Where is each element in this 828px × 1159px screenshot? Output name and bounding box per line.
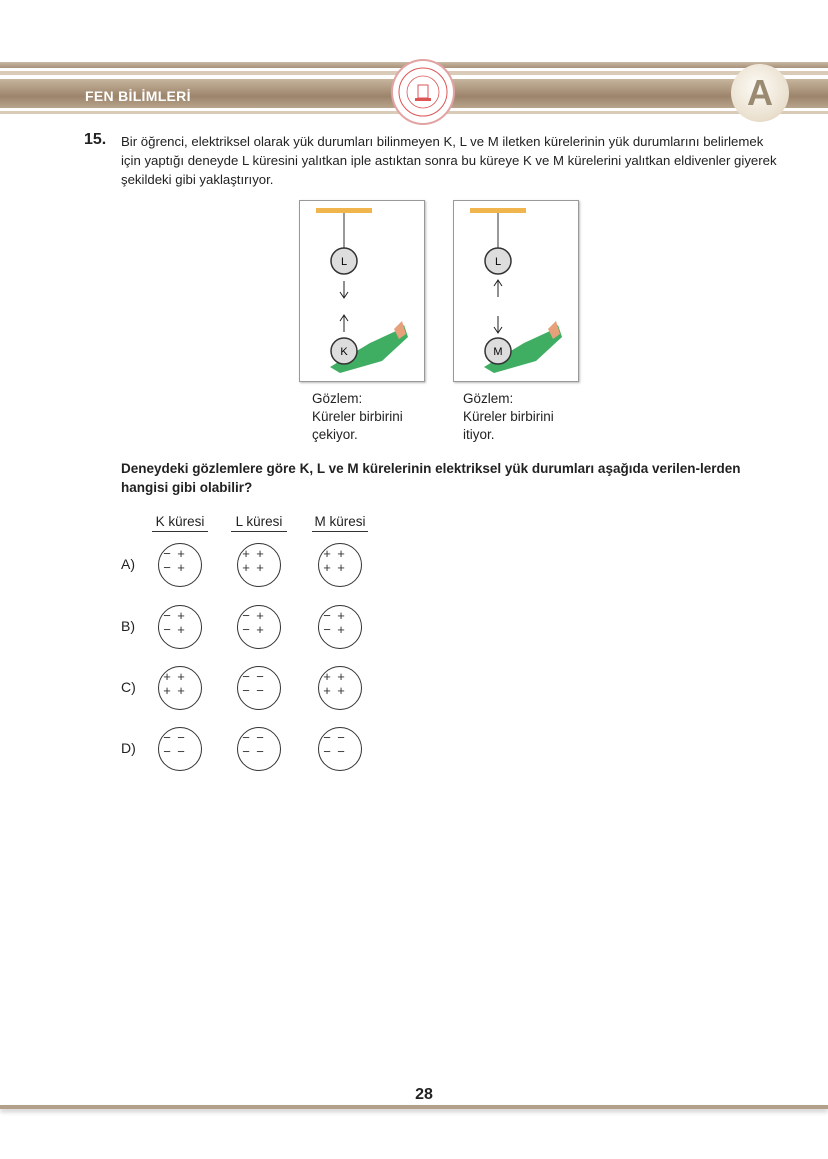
- charge-sign: −: [337, 744, 345, 759]
- charge-sign: −: [256, 744, 264, 759]
- charge-sign: −: [323, 622, 331, 637]
- column-header-l: L küresi: [231, 514, 287, 532]
- charge-sign: +: [337, 546, 345, 561]
- subject-title: FEN BİLİMLERİ: [85, 88, 191, 104]
- charge-sign: +: [337, 622, 345, 637]
- question-text: Bir öğrenci, elektriksel olarak yük durumları bilinmeyen K, L ve M iletken kürelerinin yük durumlarını belirlemek için yaptığı deneyde L küresini yalıtkan iple astıktan sonra bu küreye K ve M kürelerini yalıtkan eldivenler giyerek şekildeki gibi yaklaştırıyor.: [121, 134, 777, 187]
- charge-sign: +: [323, 683, 331, 698]
- caption-line: itiyor.: [463, 427, 495, 442]
- charge-sign: +: [337, 669, 345, 684]
- charge-sign: +: [242, 546, 250, 561]
- footer-line: [0, 1105, 828, 1109]
- page-number: 28: [415, 1086, 433, 1103]
- arrow-down-icon: [340, 281, 348, 298]
- charge-sign: +: [177, 683, 185, 698]
- charge-sign: +: [177, 669, 185, 684]
- charge-sign: +: [323, 560, 331, 575]
- charge-sign: +: [256, 546, 264, 561]
- charge-sphere-k: [158, 727, 202, 771]
- charge-sign: −: [177, 744, 185, 759]
- charge-sign: +: [323, 669, 331, 684]
- charge-sign: −: [163, 560, 171, 575]
- charge-sphere-m: [318, 543, 362, 587]
- caption-title: Gözlem:: [463, 391, 514, 406]
- charge-sign: +: [337, 683, 345, 698]
- charge-sign: −: [256, 669, 264, 684]
- charge-sign: −: [242, 683, 250, 698]
- charge-sign: +: [242, 560, 250, 575]
- charge-sign: −: [323, 744, 331, 759]
- charge-sign: +: [256, 622, 264, 637]
- sphere-bottom-label: M: [493, 346, 503, 358]
- charge-sphere-k: [158, 605, 202, 649]
- arrow-up-icon: [494, 280, 502, 297]
- charge-sign: +: [163, 669, 171, 684]
- option-label-a[interactable]: A): [121, 556, 135, 572]
- question-number: 15.: [84, 131, 107, 148]
- charge-sign: +: [337, 608, 345, 623]
- caption-line: çekiyor.: [312, 427, 358, 442]
- charge-sphere-m: [318, 666, 362, 710]
- column-header-m: M küresi: [312, 514, 368, 532]
- charge-sphere-m: [318, 605, 362, 649]
- figure-repulsion: [453, 200, 579, 382]
- question-prompt: Deneydeki gözlemlere göre K, L ve M kürelerinin elektriksel yük durumları aşağıda verilen-lerden hangisi gibi olabilir?: [121, 461, 741, 495]
- figure-attraction: [299, 200, 425, 382]
- charge-sphere-l: [237, 727, 281, 771]
- figure-caption: [312, 390, 403, 444]
- ministry-seal-logo: [391, 59, 455, 125]
- charge-sign: −: [177, 730, 185, 745]
- charge-sphere-k: [158, 666, 202, 710]
- charge-sign: −: [323, 608, 331, 623]
- charge-sign: +: [337, 560, 345, 575]
- charge-sphere-l: [237, 666, 281, 710]
- charge-sign: −: [256, 730, 264, 745]
- charge-sign: −: [163, 608, 171, 623]
- figure-caption: [463, 390, 554, 444]
- charge-sign: −: [163, 730, 171, 745]
- charge-sign: +: [323, 546, 331, 561]
- option-label-b[interactable]: B): [121, 618, 135, 634]
- charge-sign: +: [177, 546, 185, 561]
- charge-sign: −: [163, 744, 171, 759]
- charge-sign: +: [177, 608, 185, 623]
- charge-sphere-l: [237, 543, 281, 587]
- charge-sign: +: [177, 622, 185, 637]
- charge-sign: +: [256, 608, 264, 623]
- charge-sign: −: [163, 622, 171, 637]
- charge-sign: +: [177, 560, 185, 575]
- charge-sign: −: [163, 546, 171, 561]
- booklet-badge: [731, 64, 789, 122]
- charge-sign: −: [242, 669, 250, 684]
- option-label-d[interactable]: D): [121, 740, 136, 756]
- sphere-top-label: L: [340, 256, 348, 268]
- charge-sphere-m: [318, 727, 362, 771]
- charge-sign: −: [256, 683, 264, 698]
- sphere-bottom-label: K: [340, 346, 348, 358]
- charge-sign: −: [242, 622, 250, 637]
- booklet-letter: A: [747, 72, 773, 113]
- ceiling-bar: [470, 208, 526, 213]
- caption-line: Küreler birbirini: [312, 409, 403, 424]
- option-label-c[interactable]: C): [121, 679, 136, 695]
- charge-sign: +: [256, 560, 264, 575]
- arrow-up-icon: [340, 315, 348, 332]
- arrow-down-icon: [494, 316, 502, 333]
- caption-title: Gözlem:: [312, 391, 363, 406]
- charge-sphere-l: [237, 605, 281, 649]
- ceiling-bar: [316, 208, 372, 213]
- charge-sign: −: [337, 730, 345, 745]
- sphere-top-label: L: [494, 256, 502, 268]
- charge-sphere-k: [158, 543, 202, 587]
- column-header-k: K küresi: [152, 514, 208, 532]
- charge-sign: +: [163, 683, 171, 698]
- charge-sign: −: [242, 730, 250, 745]
- charge-sign: −: [242, 744, 250, 759]
- charge-sign: −: [323, 730, 331, 745]
- caption-line: Küreler birbirini: [463, 409, 554, 424]
- charge-sign: −: [242, 608, 250, 623]
